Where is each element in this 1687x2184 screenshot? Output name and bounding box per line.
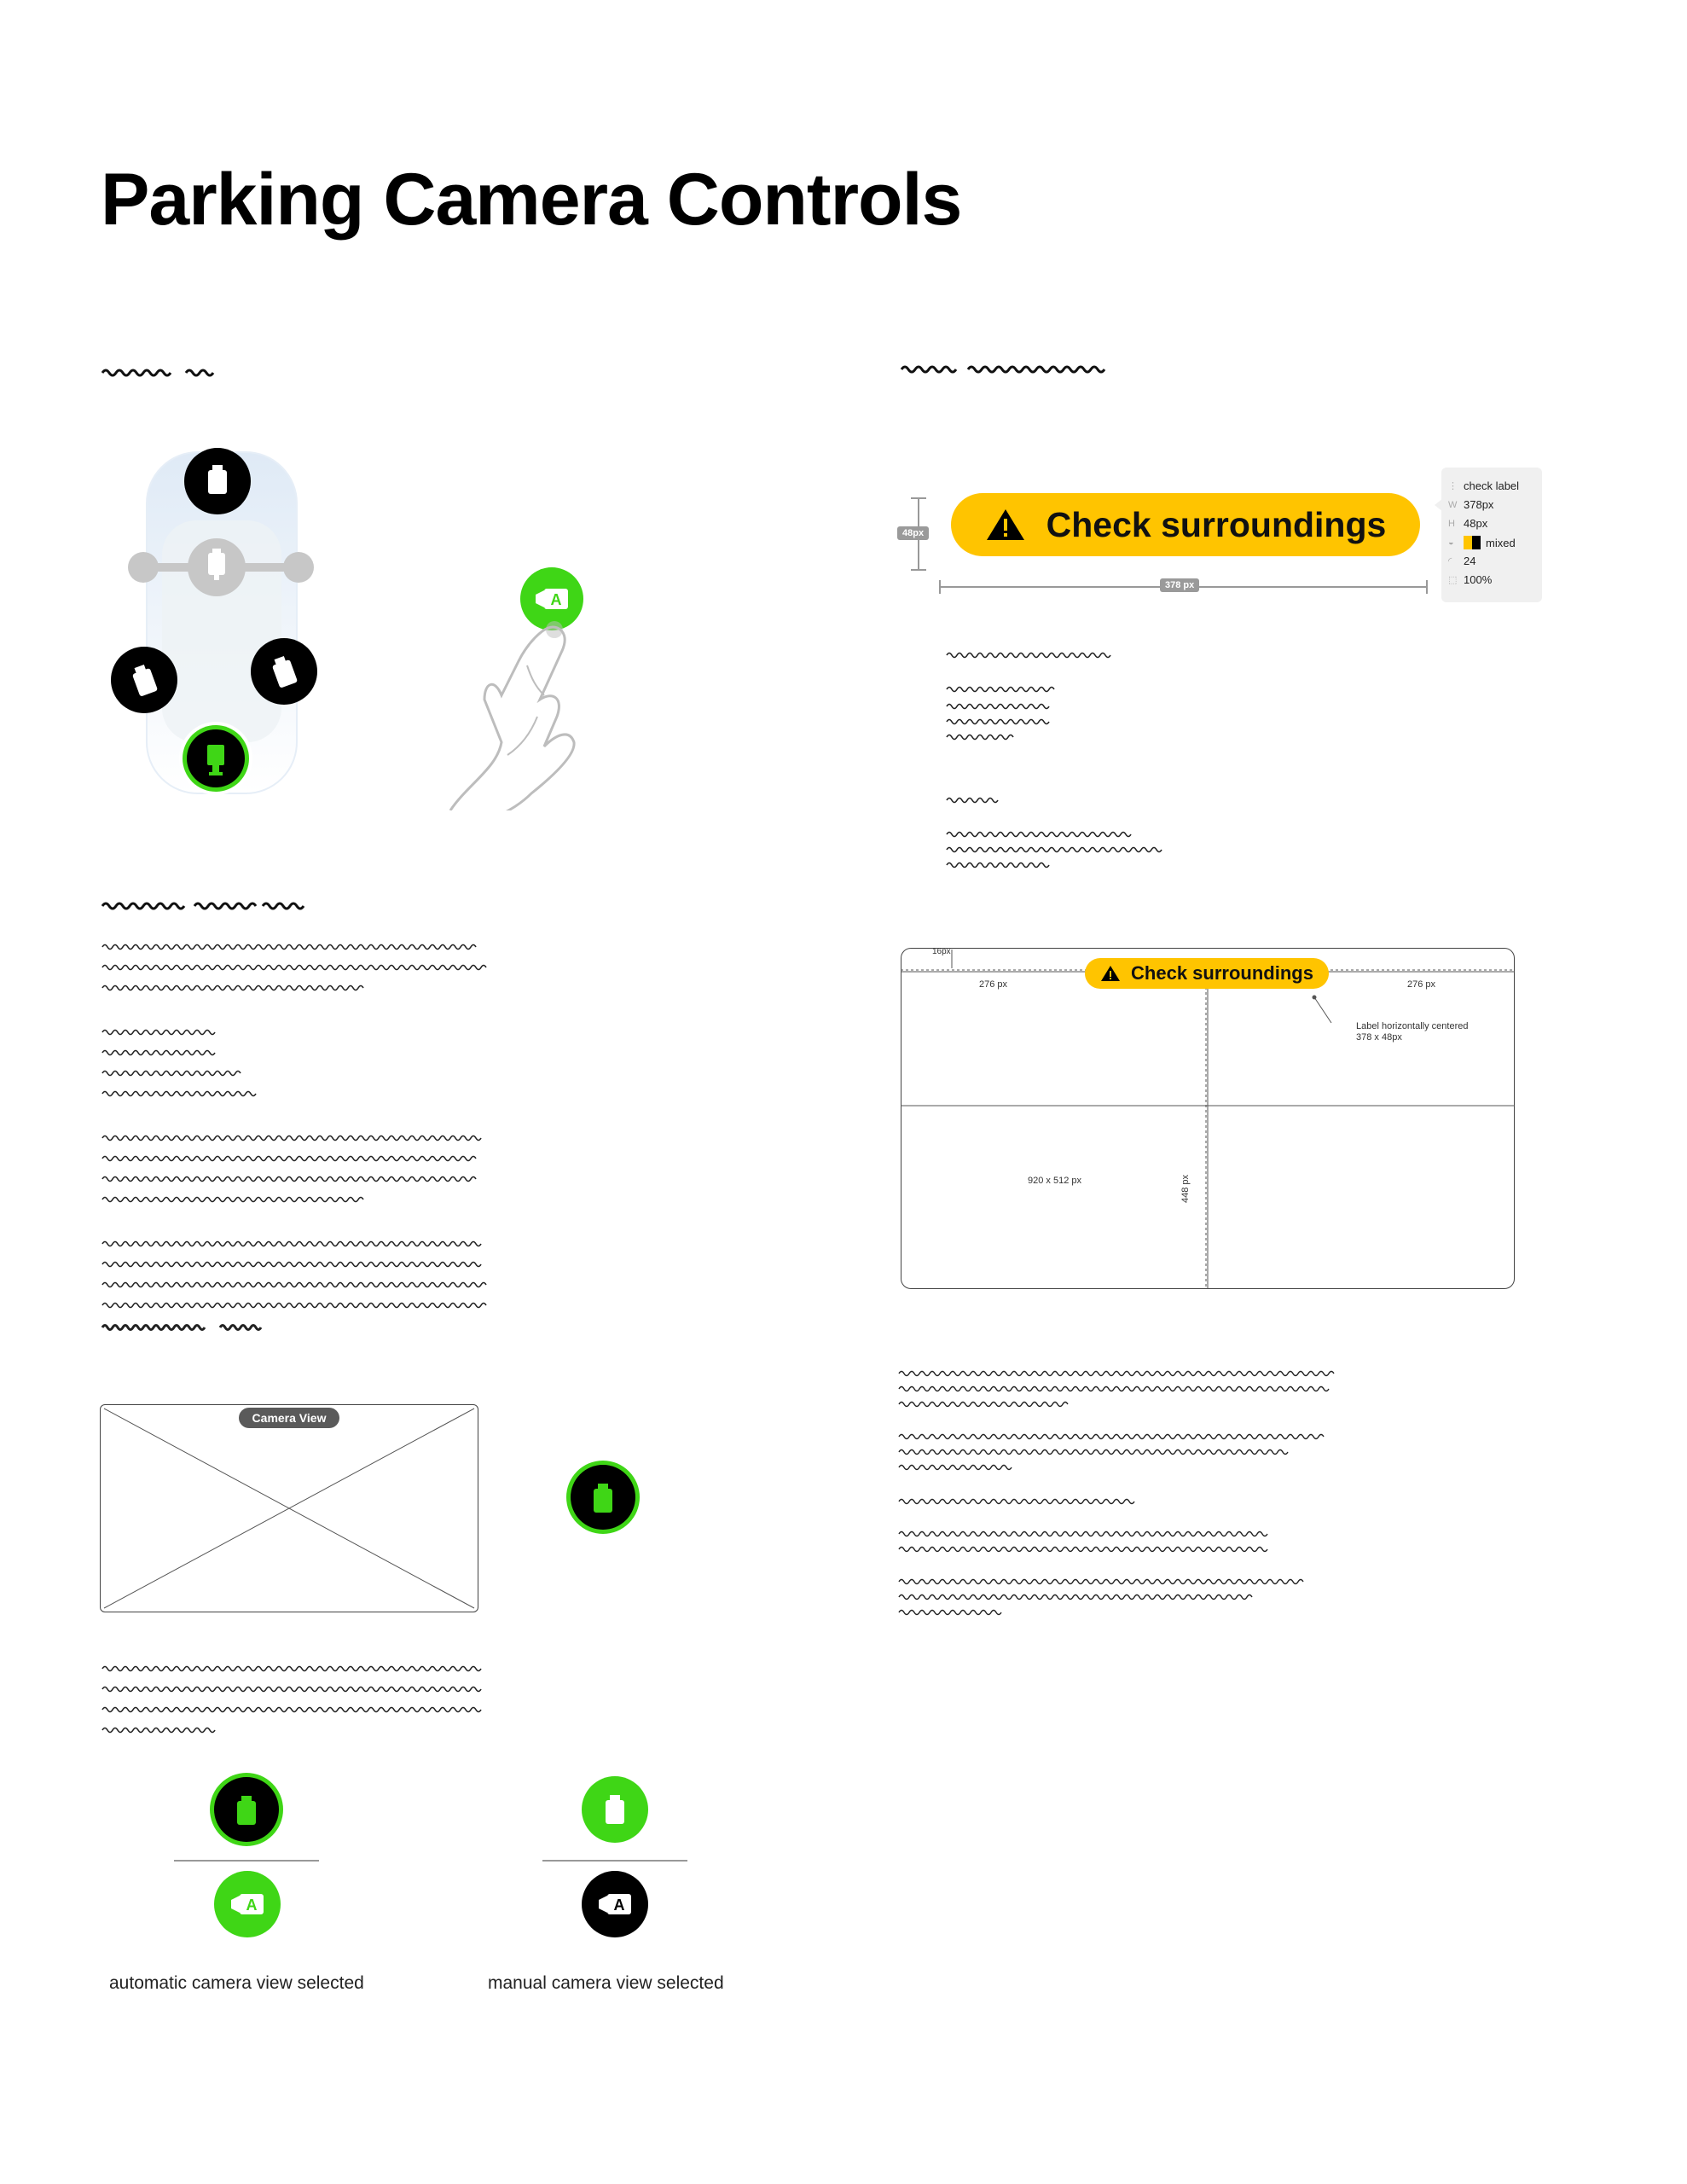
fill-swatch-dark (1472, 536, 1481, 549)
camera-icon (187, 729, 245, 787)
prop-h-key: H (1448, 518, 1455, 529)
page-title: Parking Camera Controls (101, 159, 962, 241)
prop-height: 48px (1464, 517, 1488, 530)
camera-icon (571, 1465, 635, 1530)
fill-icon: ◒ (1448, 537, 1454, 548)
image-placeholder-cross (101, 1405, 478, 1612)
layout-check-surroundings-pill (1085, 958, 1329, 989)
radius-icon: ◜ (1448, 556, 1452, 566)
height-dimension-label: 48px (897, 526, 929, 540)
auto-camera-icon (582, 1871, 648, 1937)
manual-state-caption: manual camera view selected (488, 1973, 724, 1993)
properties-panel (1441, 468, 1542, 602)
camera-icon (214, 1777, 279, 1842)
svg-text:A: A (246, 1896, 258, 1914)
check-surroundings-pill (951, 493, 1420, 556)
rear-camera-button-selected[interactable] (179, 722, 252, 795)
camera-view-label: Camera View (239, 1408, 339, 1428)
prop-radius: 24 (1464, 555, 1476, 567)
scribble-text-block (897, 1365, 1417, 1621)
svg-text:A: A (550, 591, 562, 608)
camera-icon (184, 448, 251, 514)
centering-note-line1: Label horizontally centered (1356, 1021, 1469, 1031)
manual-state-auto-button[interactable] (582, 1871, 648, 1937)
pill-label: Check surroundings (1046, 504, 1387, 544)
opacity-icon: ⬚ (1448, 575, 1458, 585)
right-camera-button[interactable] (251, 638, 317, 705)
prop-name: check label (1464, 479, 1520, 492)
warning-icon (1100, 965, 1121, 982)
canvas-size-label: 920 x 512 px (1028, 1176, 1081, 1186)
manual-state-manual-button[interactable] (582, 1776, 648, 1843)
scribble-text-block (101, 1660, 774, 1745)
component-icon: ⋮ (1448, 481, 1458, 491)
top-offset-label: 16px (932, 947, 951, 956)
left-camera-button[interactable] (111, 647, 177, 713)
centering-note-line2: 378 x 48px (1356, 1032, 1402, 1043)
prop-w-key: W (1448, 499, 1458, 510)
camera-icon (111, 647, 177, 713)
prop-opacity: 100% (1464, 573, 1493, 586)
auto-camera-icon (214, 1871, 281, 1937)
section-heading-scribble-right (900, 362, 1113, 375)
section-heading-scribble-middle (101, 898, 314, 912)
scribble-text-block (945, 648, 1388, 870)
width-dimension-label: 378 px (1160, 578, 1199, 592)
warning-icon (985, 508, 1026, 542)
layout-guides (901, 948, 1515, 1289)
svg-text:A: A (613, 1896, 625, 1914)
camera-view-placeholder (100, 1404, 478, 1612)
left-margin-label: 276 px (979, 979, 1008, 990)
prop-fill: mixed (1486, 536, 1516, 549)
auto-state-manual-button[interactable] (208, 1771, 285, 1848)
height-note-label: 448 px (1180, 1174, 1191, 1203)
manual-state-divider (542, 1860, 687, 1862)
auto-state-divider (174, 1860, 319, 1862)
section-heading-scribble-left (101, 365, 229, 379)
camera-icon (251, 638, 317, 705)
scribble-text-block (101, 938, 774, 1339)
layout-pill-label: Check surroundings (1131, 962, 1313, 984)
hand-illustration (426, 614, 597, 810)
auto-state-caption: automatic camera view selected (109, 1973, 364, 1993)
fill-swatch (1464, 536, 1472, 549)
camera-selected-button[interactable] (565, 1459, 641, 1536)
auto-state-auto-button[interactable] (214, 1871, 281, 1937)
prop-width: 378px (1464, 498, 1494, 511)
front-camera-button[interactable] (184, 448, 251, 514)
properties-pointer (1435, 498, 1443, 512)
right-margin-label: 276 px (1407, 979, 1436, 990)
camera-icon (582, 1776, 648, 1843)
